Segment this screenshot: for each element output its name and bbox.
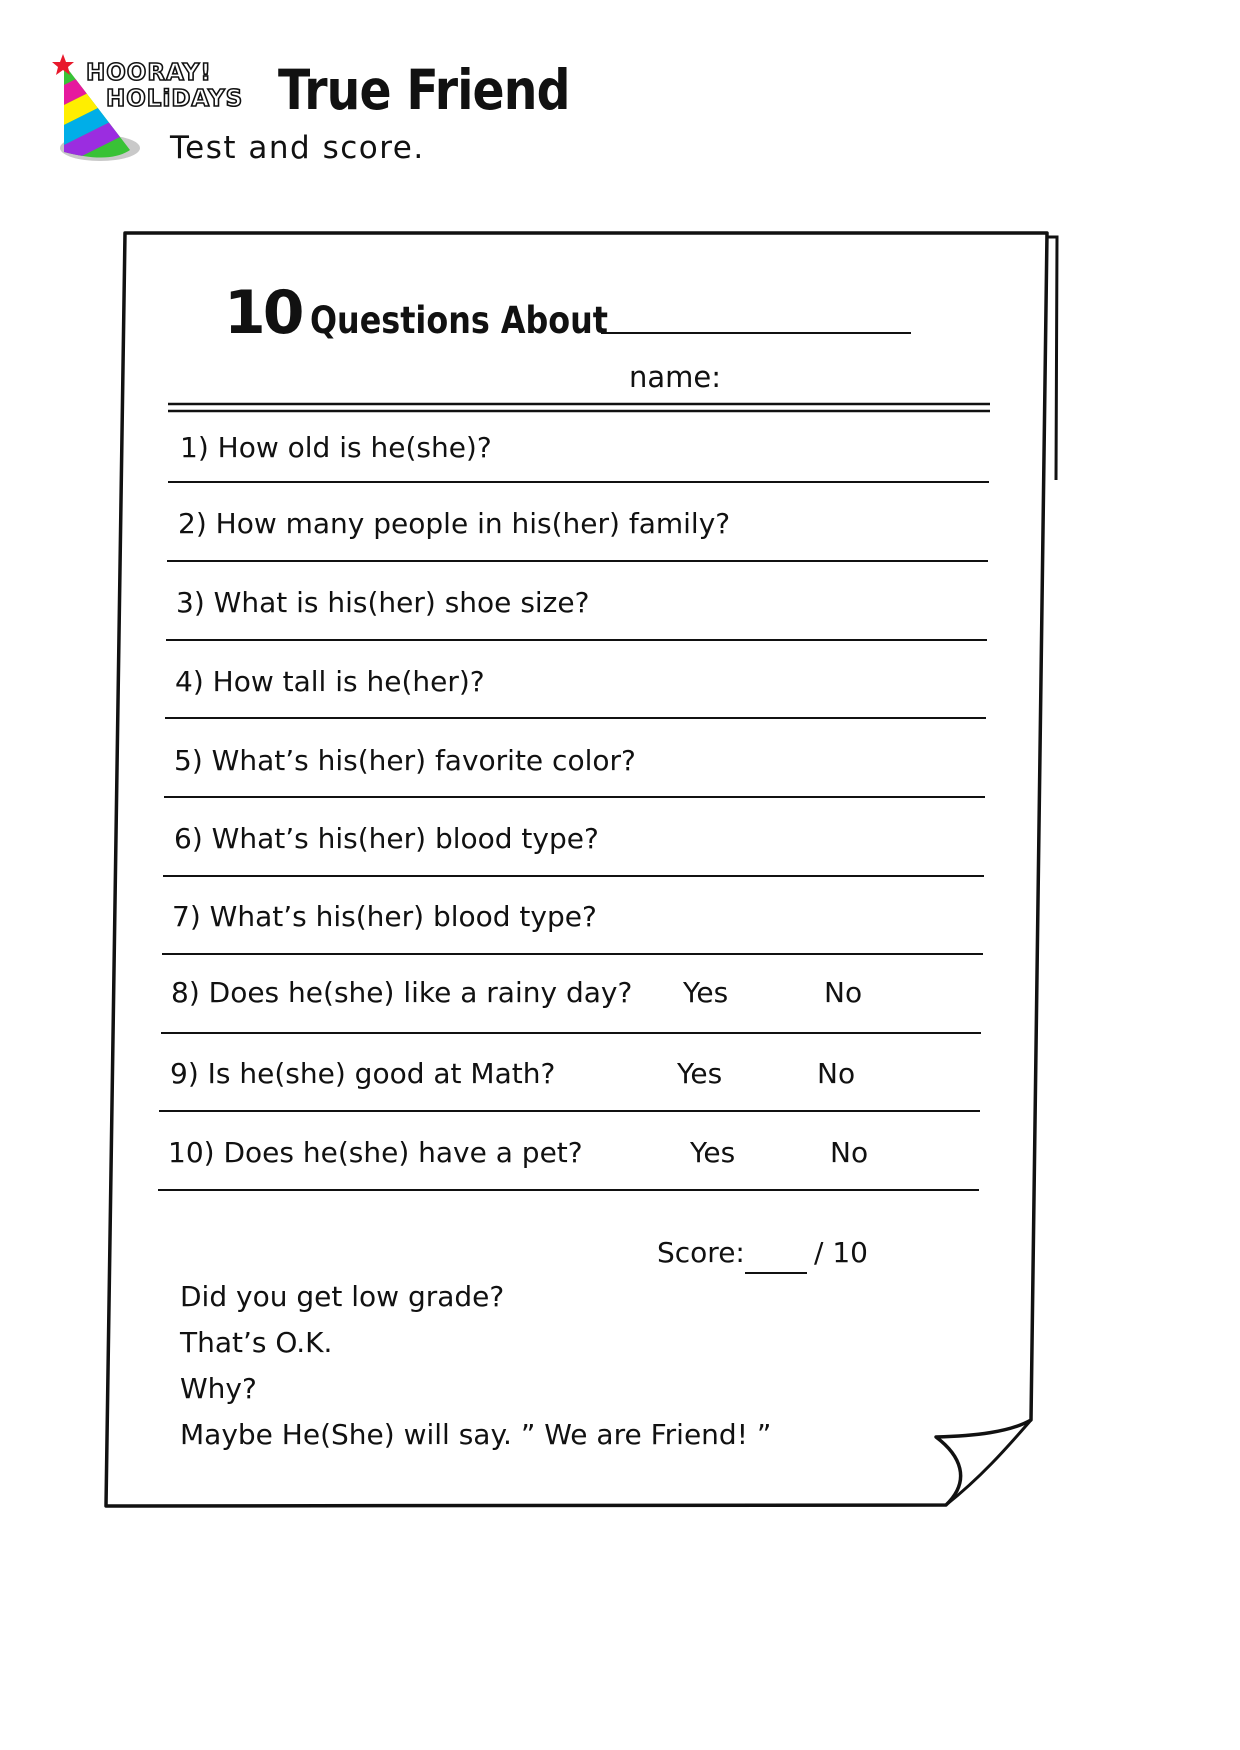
heading-text: Questions About	[309, 299, 608, 342]
question-6: 6) What’s his(her) blood type?	[174, 822, 599, 855]
score-total: / 10	[814, 1236, 868, 1269]
question-10-no-option[interactable]: No	[830, 1136, 869, 1169]
question-5: 5) What’s his(her) favorite color?	[174, 744, 636, 777]
question-8-yes-option[interactable]: Yes	[683, 976, 729, 1009]
question-3: 3) What is his(her) shoe size?	[176, 586, 590, 619]
question-1: 1) How old is he(she)?	[180, 431, 492, 464]
question-9-no-option[interactable]: No	[817, 1057, 856, 1090]
page-title: True Friend	[278, 58, 570, 122]
question-10-yes-option[interactable]: Yes	[690, 1136, 736, 1169]
question-2: 2) How many people in his(her) family?	[178, 507, 731, 540]
question-7: 7) What’s his(her) blood type?	[172, 900, 597, 933]
closing-line-1: Did you get low grade?	[180, 1280, 505, 1313]
question-8: 8) Does he(she) like a rainy day?	[171, 976, 633, 1009]
heading-answer-blank[interactable]	[601, 332, 911, 334]
question-4: 4) How tall is he(her)?	[175, 665, 485, 698]
closing-line-4: Maybe He(She) will say. ” We are Friend! ”	[180, 1418, 772, 1451]
question-9: 9) Is he(she) good at Math?	[170, 1057, 556, 1090]
score-label: Score:	[657, 1236, 745, 1269]
closing-line-2: That’s O.K.	[180, 1326, 333, 1359]
name-label: name:	[629, 360, 722, 394]
question-8-no-option[interactable]: No	[824, 976, 863, 1009]
question-9-yes-option[interactable]: Yes	[677, 1057, 723, 1090]
logo-text-line1: HOORAY!	[86, 60, 212, 86]
worksheet-heading	[224, 278, 656, 348]
question-10: 10) Does he(she) have a pet?	[168, 1136, 583, 1169]
logo-text-line2: HOLiDAYS	[106, 86, 244, 112]
heading-number: 10	[224, 278, 302, 348]
score-answer-blank[interactable]	[745, 1272, 807, 1274]
closing-line-3: Why?	[180, 1372, 257, 1405]
page-subtitle: Test and score.	[170, 130, 425, 166]
